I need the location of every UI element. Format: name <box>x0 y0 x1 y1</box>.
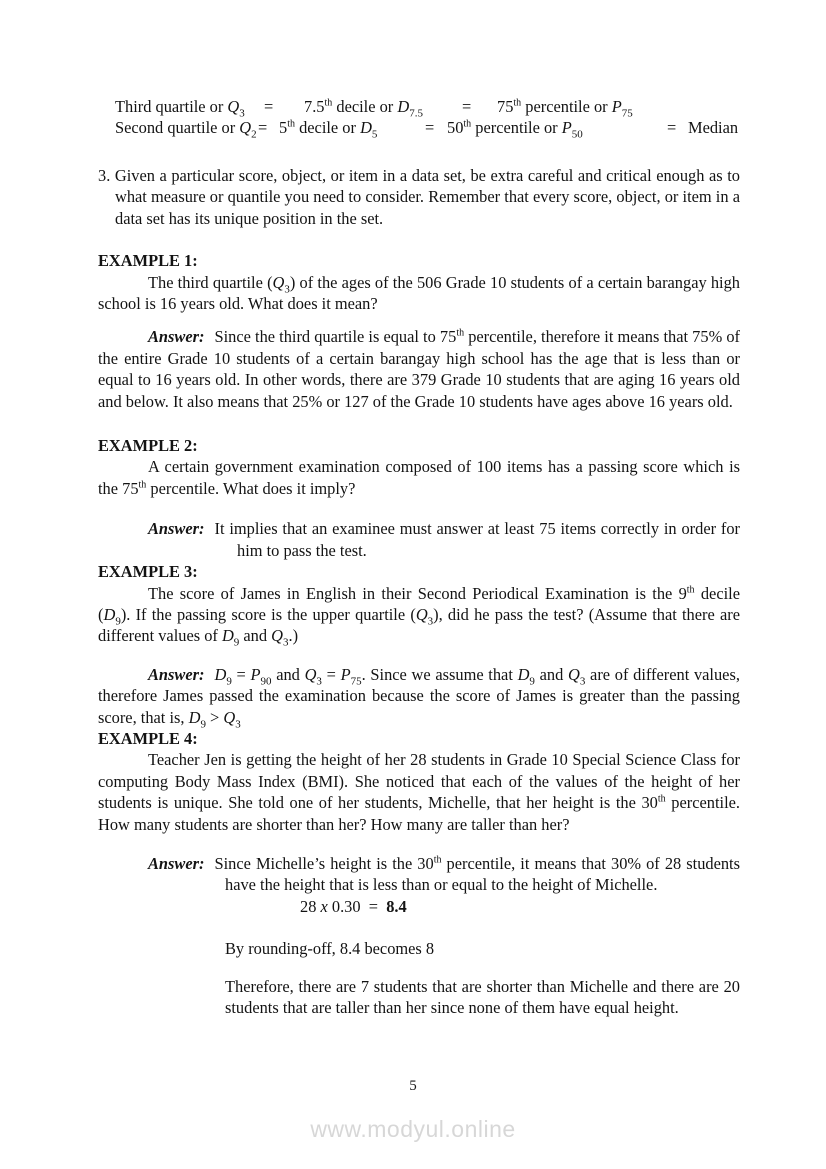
example-4-answer <box>98 853 740 1018</box>
example-1-answer <box>98 326 740 412</box>
equivalence-cell: 7.5th decile or $D_{7.5}$ <box>304 97 423 120</box>
equals-sign: = <box>258 118 268 138</box>
example-4-heading: EXAMPLE 4: <box>98 728 198 748</box>
equivalence-cell: 5th decile or $D_5$ <box>279 118 378 141</box>
answer-paragraph <box>98 853 740 896</box>
page-content <box>98 96 740 1018</box>
equivalence-cell: Third quartile or $Q_3$ <box>115 97 245 120</box>
equivalence-cell: 75th percentile or $P_{75}$ <box>497 97 633 120</box>
answer-label: Answer: <box>148 853 205 873</box>
answer-label: Answer: <box>148 519 205 539</box>
example-3-problem: The score of James in English in their Second Periodical Examination is the 9th decile $(D_9)$. If the passing score is the upper quartile $(Q_3)$, did he pass the test? (Assume that there are different values of $D_9$ and $Q_3$.) <box>98 583 740 649</box>
equivalence-cell: Second quartile or $Q_2$ <box>115 118 257 141</box>
computation-line: 28 x 0.30 = 8.4 <box>300 896 407 916</box>
equivalence-row-q2 <box>98 117 740 141</box>
equals-sign: = <box>264 97 274 116</box>
example-1-problem: The third quartile $(Q_3)$ of the ages of the 506 Grade 10 students of a certain barangay high school is 16 years old. What does it mean? <box>98 272 740 314</box>
example-3-answer <box>98 664 740 728</box>
answer-text: $D_9 = P_{90}$ and $Q_3 = P_{75}$. Since we assume that $D_9$ and $Q_3$ are of different values, therefore James passed the examination because the score of James is greater than the passing score, that is, $D_9 > Q_3$ <box>98 664 740 730</box>
equals-sign: = <box>425 118 435 138</box>
example-2-heading: EXAMPLE 2: <box>98 436 198 456</box>
example-4-problem: Teacher Jen is getting the height of her 28 students in Grade 10 Special Science Class for computing Body Mass Index (BMI). She noticed that each of the values of the height of her students is unique. She told one of her students, Michelle, that her height is the 30th percentile. How many students are shorter than her? How many are taller than her? <box>98 750 740 834</box>
watermark: www.modyul.online <box>310 1116 516 1142</box>
equals-sign: = <box>667 118 677 138</box>
quartile-equivalence-table <box>98 96 740 139</box>
conclusion-paragraph: Therefore, there are 7 students that are shorter than Michelle and there are 20 students that are taller than her since none of them have equal height. <box>225 976 740 1017</box>
example-2-problem: A certain government examination composed of 100 items has a passing score which is the 75th percentile. What does it imply? <box>98 457 740 498</box>
page-number: 5 <box>409 1078 417 1094</box>
answer-text: Since Michelle’s height is the 30th percentile, it means that 30% of 28 students have the height that is less than or equal to the height of Michelle. <box>214 853 740 895</box>
example-3-heading: EXAMPLE 3: <box>98 562 198 582</box>
answer-text: Since the third quartile is equal to 75th percentile, therefore it means that 75% of the entire Grade 10 students of a certain barangay high school has the age that is less than or equal to 16 years old. In other words, there are 379 Grade 10 students that are aging 16 years old and below. It also means that 25% or 127 of the Grade 10 students have ages above 16 years old. <box>98 327 740 411</box>
guideline-item-3: 3. Given a particular score, object, or item in a data set, be extra careful and critical enough as to what measure or quantile you need to consider. Remember that every score, object, or item in a data set has its unique position in the set. <box>98 166 740 228</box>
example-2-answer <box>98 518 740 561</box>
answer-label: Answer: <box>148 327 205 347</box>
rounding-note: By rounding-off, 8.4 becomes 8 <box>225 939 435 959</box>
equivalence-cell: 50th percentile or $P_{50}$ <box>447 118 583 141</box>
equivalence-cell: Median <box>688 118 739 138</box>
equals-sign: = <box>462 97 472 116</box>
answer-text: It implies that an examinee must answer at least 75 items correctly in order for him to pass the test. <box>214 519 740 560</box>
equivalence-row-q3 <box>98 96 740 120</box>
example-1-heading: EXAMPLE 1: <box>98 251 198 271</box>
answer-label: Answer: <box>148 664 205 684</box>
